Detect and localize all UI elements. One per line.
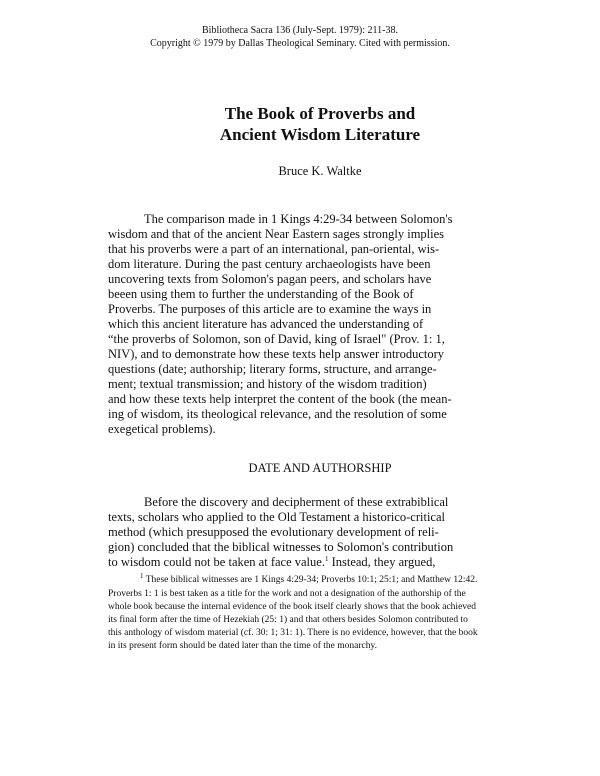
body-line: Proverbs. The purposes of this article are to examine the ways in [108, 302, 432, 316]
footnote-reference[interactable]: 1 [324, 554, 329, 563]
footnote-line: its final form after the time of Hezekiah (25: 1) and that others besides Solomon contributed to [108, 615, 468, 625]
body-line: dom literature. During the past century archaeologists have been [108, 257, 431, 271]
article-title-line-1: The Book of Proverbs and [224, 104, 416, 123]
footnote-line: this anthology of wisdom material (cf. 30: 1; 31: 1). There is no evidence, however, that the book [108, 628, 478, 638]
body-line: NIV), and to demonstrate how these texts help answer introductory [108, 347, 445, 361]
article-author: Bruce K. Waltke [278, 164, 362, 178]
body-line: which this ancient literature has advanced the understanding of [108, 317, 424, 331]
body-line: method (which presupposed the evolutionary development of reli- [108, 525, 439, 539]
body-line: questions (date; authorship; literary forms, structure, and arrange- [108, 362, 437, 376]
footnote-line: in its present form should be dated later than the time of the monarchy. [108, 641, 378, 651]
body-line: ing of wisdom, its theological relevance, and the resolution of some [108, 407, 447, 421]
body-line: texts, scholars who applied to the Old Testament a historico-critical [108, 510, 445, 524]
body-line: Before the discovery and decipherment of these extrabiblical [144, 495, 449, 509]
copyright-notice: Copyright © 1979 by Dallas Theological Seminary. Cited with permission. [150, 38, 450, 49]
article-title-line-2: Ancient Wisdom Literature [219, 125, 421, 144]
body-line: that his proverbs were a part of an international, pan-oriental, wis- [108, 242, 440, 256]
body-line: beeen using them to further the understanding of the Book of [108, 287, 414, 301]
footnote-line [140, 571, 478, 586]
body-line: “the proverbs of Solomon, son of David, king of Israel" (Prov. 1: 1, [108, 332, 445, 346]
body-line: wisdom and that of the ancient Near Eastern sages strongly implies [108, 227, 445, 241]
body-text: to wisdom could not be taken at face value. [108, 555, 325, 569]
body-line: exegetical problems). [108, 422, 216, 436]
journal-citation: Bibliotheca Sacra 136 (July-Sept. 1979): 211-38. [202, 25, 398, 36]
body-line-with-footnote [108, 555, 435, 570]
body-line: The comparison made in 1 Kings 4:29-34 between Solomon's [144, 212, 453, 226]
body-line: ment; textual transmission; and history of the wisdom tradition) [108, 377, 427, 391]
section-heading: DATE AND AUTHORSHIP [248, 461, 392, 475]
body-line: and how these texts help interpret the content of the book (the mean- [108, 392, 452, 406]
body-line: gion) concluded that the biblical witnesses to Solomon's contribution [108, 540, 454, 554]
footnote-text: These biblical witnesses are 1 Kings 4:29-34; Proverbs 10:1; 25:1; and Matthew 12:42. [143, 575, 478, 585]
body-line: uncovering texts from Solomon's pagan peers, and scholars have [108, 272, 432, 286]
body-text: Instead, they argued, [328, 555, 436, 569]
footnote-line: whole book because the internal evidence of the book itself clearly shows that the book achieved [108, 602, 476, 612]
footnote-number: 1 [140, 571, 144, 580]
footnote-line: Proverbs 1: 1 is best taken as a title for the work and not a designation of the authorship of the [108, 589, 466, 599]
